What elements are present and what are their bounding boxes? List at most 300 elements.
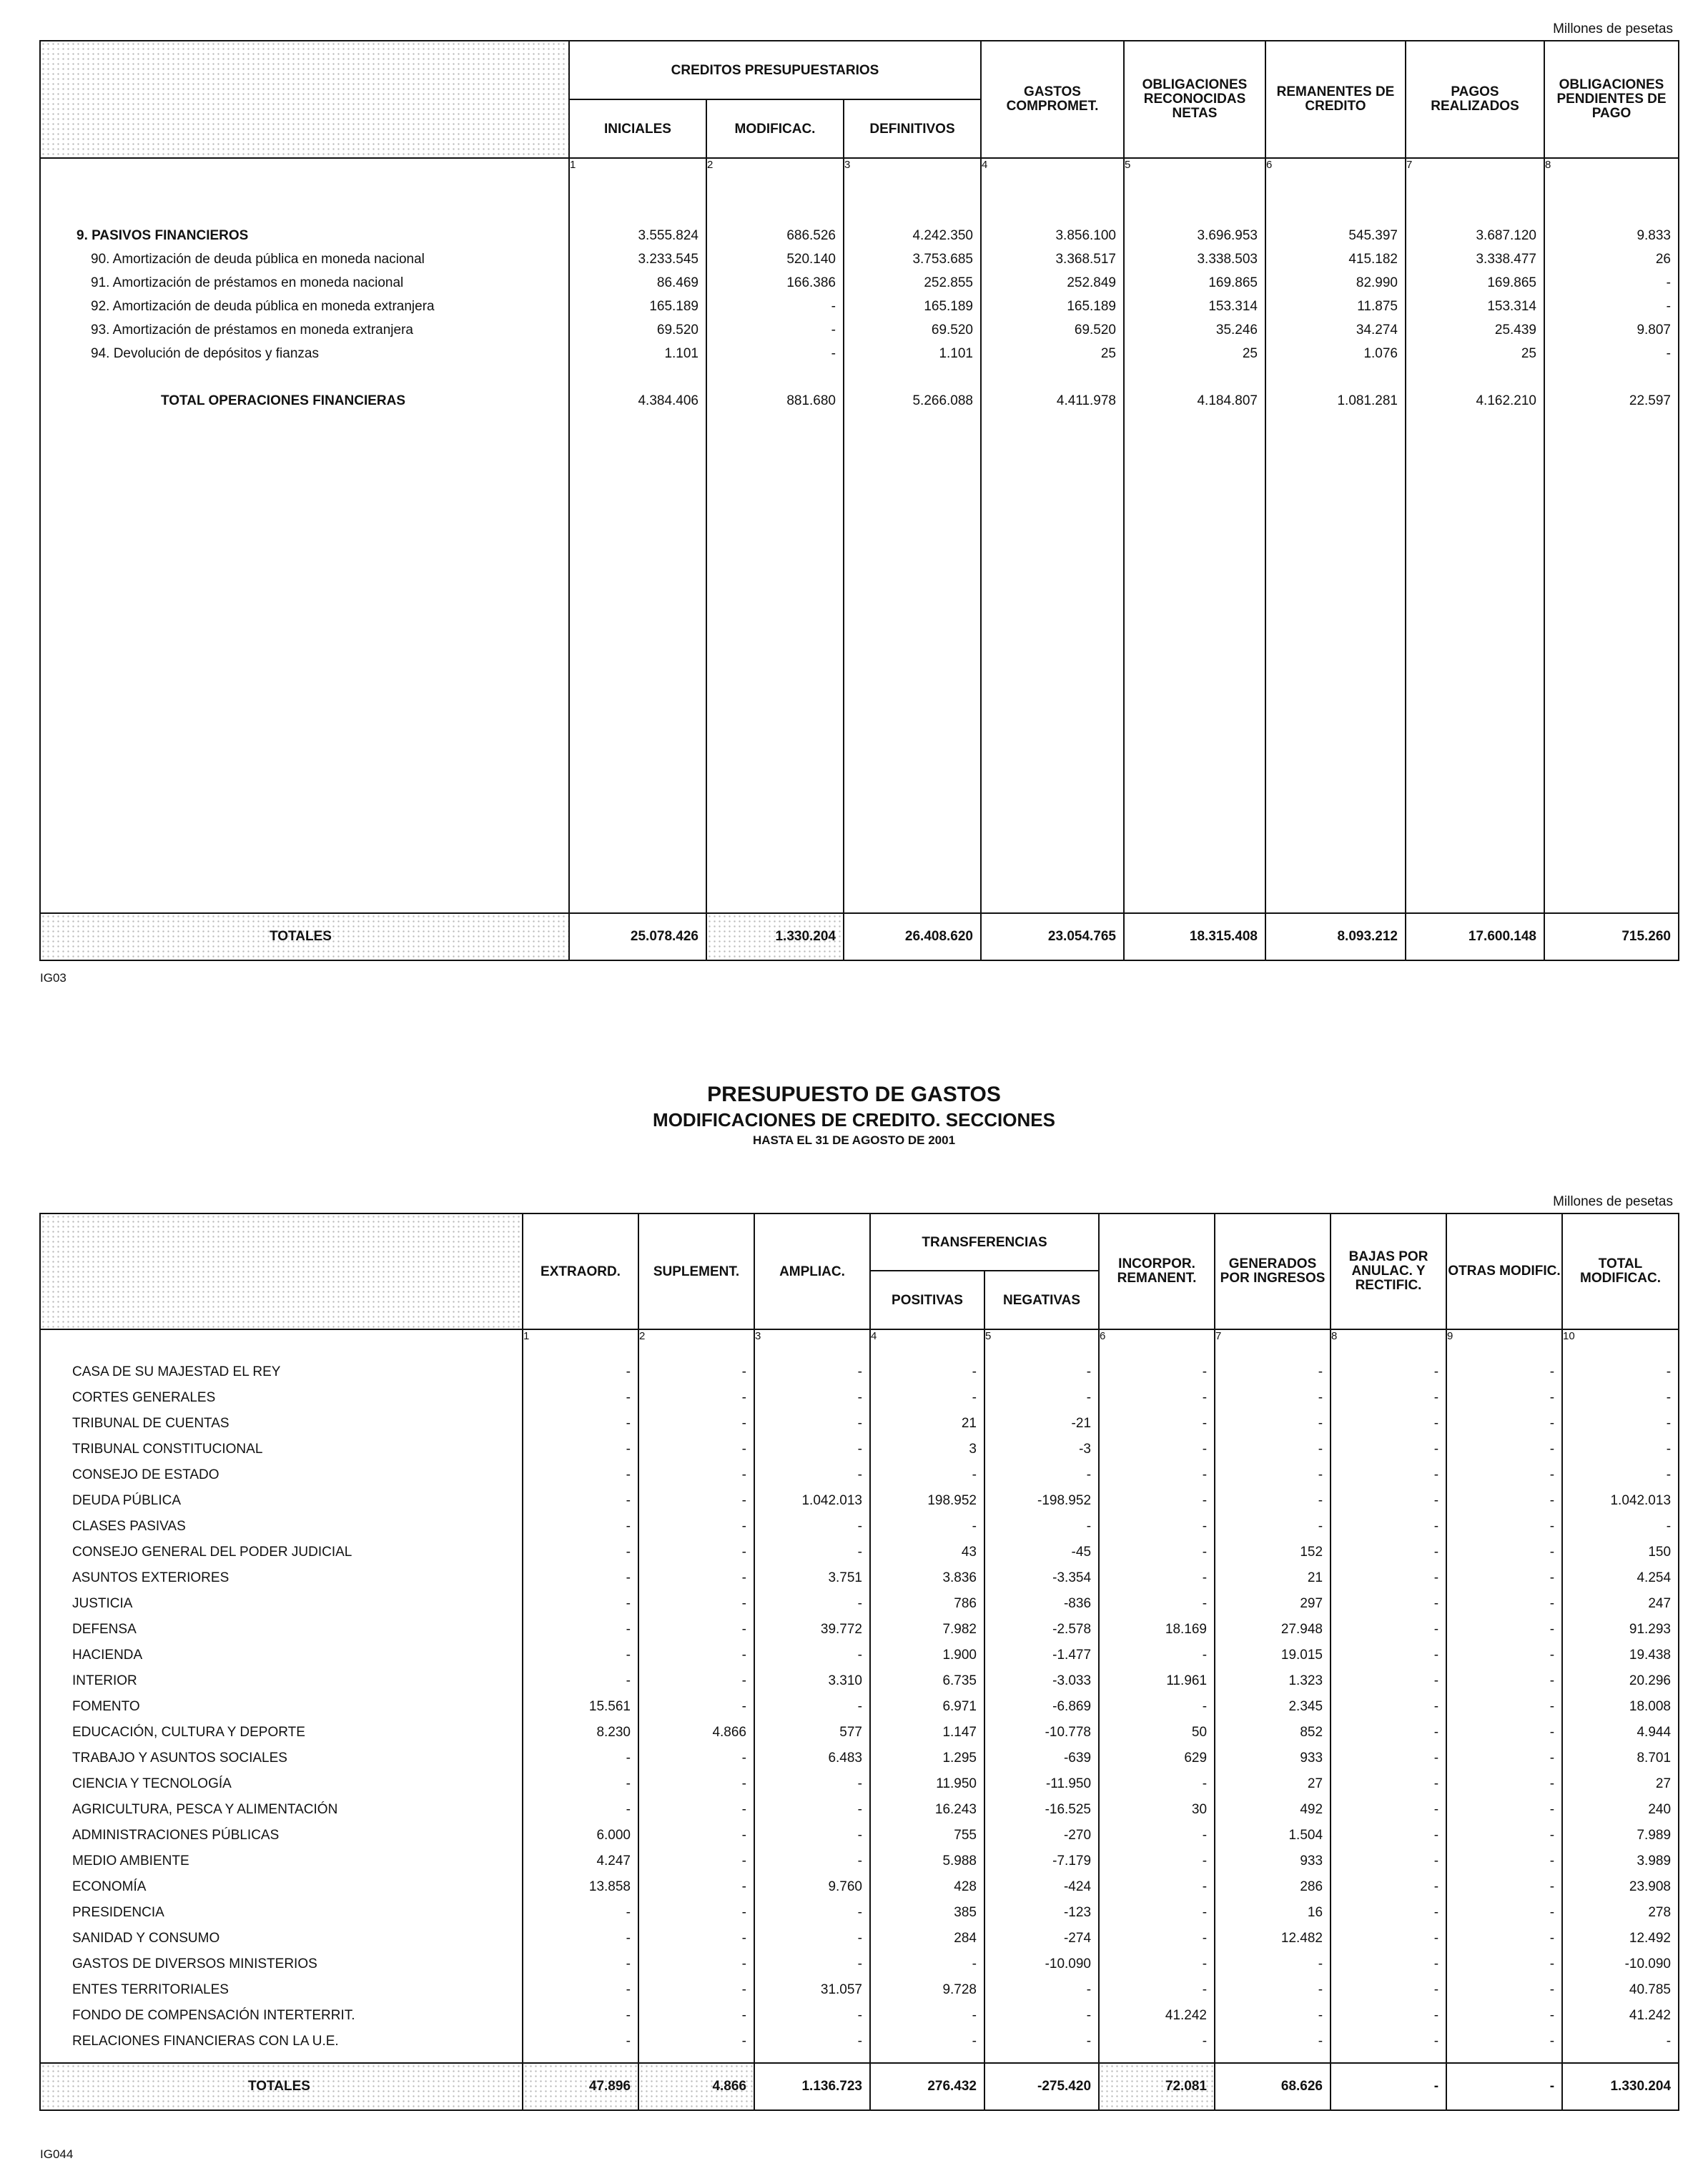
cell: -: [1562, 1514, 1679, 1540]
cell: -: [523, 1514, 638, 1540]
cell: -16.525: [984, 1797, 1099, 1823]
column-number: 1: [523, 1329, 638, 1359]
table-row: [40, 1823, 1679, 1848]
cell: 4.866: [638, 1720, 754, 1746]
cell: -: [523, 1900, 638, 1926]
table-row: [40, 1617, 1679, 1643]
cell: 30: [1099, 1797, 1215, 1823]
cell: 11.961: [1099, 1668, 1215, 1694]
section-label: MEDIO AMBIENTE: [40, 1848, 523, 1874]
header-incorpor: INCORPOR. REMANENT.: [1099, 1213, 1215, 1329]
cell: -21: [984, 1411, 1099, 1437]
cell: -: [706, 342, 844, 365]
cell: -: [1446, 1385, 1562, 1411]
cell: -: [638, 1694, 754, 1720]
header-pendientes: OBLIGACIONES PENDIENTES DE PAGO: [1544, 41, 1679, 158]
totals-label: TOTALES: [40, 2063, 523, 2110]
cell: -: [1446, 1797, 1562, 1823]
section-label: EDUCACIÓN, CULTURA Y DEPORTE: [40, 1720, 523, 1746]
cell: 286: [1215, 1874, 1331, 1900]
cell: -: [754, 1385, 870, 1411]
cell: 786: [870, 1591, 984, 1617]
cell: -: [754, 1694, 870, 1720]
cell: 1.323: [1215, 1668, 1331, 1694]
cell: 1.081.281: [1265, 389, 1406, 413]
cell: 9.833: [1544, 224, 1679, 247]
cell: 6.000: [523, 1823, 638, 1848]
page-title: PRESUPUESTO DE GASTOS: [707, 1083, 1001, 1106]
cell: -836: [984, 1591, 1099, 1617]
section-label: TRIBUNAL DE CUENTAS: [40, 1411, 523, 1437]
cell: 4.242.350: [844, 224, 981, 247]
cell: -: [984, 1385, 1099, 1411]
cell: 25: [981, 342, 1124, 365]
cell: -: [638, 1977, 754, 2003]
cell: 1.136.723: [754, 2063, 870, 2110]
cell: 3.836: [870, 1565, 984, 1591]
cell: -: [1446, 1771, 1562, 1797]
cell: -: [1099, 1565, 1215, 1591]
cell: -: [1331, 1926, 1446, 1951]
cell: 3.338.477: [1406, 247, 1544, 271]
cell: 3.856.100: [981, 224, 1124, 247]
table-row: [40, 1797, 1679, 1823]
cell: 1.295: [870, 1746, 984, 1771]
cell: -: [1215, 1488, 1331, 1514]
cell: 577: [754, 1720, 870, 1746]
cell: 240: [1562, 1797, 1679, 1823]
cell: 68.626: [1215, 2063, 1331, 2110]
cell: 9.728: [870, 1977, 984, 2003]
cell: -: [1215, 1514, 1331, 1540]
cell: -: [870, 1359, 984, 1385]
cell: -: [1215, 2029, 1331, 2054]
cell: -: [1331, 1540, 1446, 1565]
cell: 69.520: [981, 318, 1124, 342]
cell: -3.033: [984, 1668, 1099, 1694]
section-label: SANIDAD Y CONSUMO: [40, 1926, 523, 1951]
cell: -10.090: [984, 1951, 1099, 1977]
cell: 16: [1215, 1900, 1331, 1926]
cell: -: [523, 2029, 638, 2054]
table-row: [40, 1720, 1679, 1746]
totals-row: [40, 913, 1679, 960]
cell: -: [1331, 1411, 1446, 1437]
credits-table: [39, 40, 1679, 961]
cell: -6.869: [984, 1694, 1099, 1720]
column-number: 2: [638, 1329, 754, 1359]
table-row: [40, 1488, 1679, 1514]
cell: 1.042.013: [754, 1488, 870, 1514]
cell: -: [638, 1462, 754, 1488]
table-row: [40, 1462, 1679, 1488]
section-label: RELACIONES FINANCIERAS CON LA U.E.: [40, 2029, 523, 2054]
column-number-row: [40, 1329, 1679, 1359]
cell: -: [638, 2029, 754, 2054]
cell: -: [638, 2003, 754, 2029]
cell: -: [754, 1951, 870, 1977]
cell: -: [1099, 1411, 1215, 1437]
cell: 4.384.406: [569, 389, 706, 413]
cell: -3.354: [984, 1565, 1099, 1591]
header-bajas: BAJAS POR ANULAC. Y RECTIFIC.: [1331, 1213, 1446, 1329]
cell: 16.243: [870, 1797, 984, 1823]
cell: -: [1099, 1977, 1215, 2003]
cell: -: [754, 2003, 870, 2029]
cell: -: [1446, 1540, 1562, 1565]
section-label: PRESIDENCIA: [40, 1900, 523, 1926]
header-generados: GENERADOS POR INGRESOS: [1215, 1213, 1331, 1329]
table-row: [40, 342, 1679, 365]
cell: 252.849: [981, 271, 1124, 295]
totals-row: [40, 2063, 1679, 2110]
cell: 6.971: [870, 1694, 984, 1720]
label-header-blank: [40, 1213, 523, 1329]
column-number: 8: [1331, 1329, 1446, 1359]
table-row: [40, 2029, 1679, 2054]
cell: -: [984, 1462, 1099, 1488]
page-code-1: IG03: [40, 971, 66, 985]
cell: -: [638, 1591, 754, 1617]
cell: -: [1331, 1591, 1446, 1617]
cell: -: [1099, 1900, 1215, 1926]
cell: -275.420: [984, 2063, 1099, 2110]
table-row: [40, 1848, 1679, 1874]
totals-label: TOTALES: [40, 913, 569, 960]
table-row: [40, 1540, 1679, 1565]
cell: -: [1099, 1437, 1215, 1462]
cell: 881.680: [706, 389, 844, 413]
table-row: [40, 1771, 1679, 1797]
cell: -: [754, 1848, 870, 1874]
cell: 25.439: [1406, 318, 1544, 342]
cell: -: [1446, 2029, 1562, 2054]
row-label: 94. Devolución de depósitos y fianzas: [40, 342, 569, 365]
cell: -: [1446, 1437, 1562, 1462]
section-label: GASTOS DE DIVERSOS MINISTERIOS: [40, 1951, 523, 1977]
cell: 2.345: [1215, 1694, 1331, 1720]
row-label: 93. Amortización de préstamos en moneda extranjera: [40, 318, 569, 342]
cell: 4.184.807: [1124, 389, 1265, 413]
cell: 25: [1406, 342, 1544, 365]
cell: -: [754, 1411, 870, 1437]
table-row: [40, 271, 1679, 295]
section-label: AGRICULTURA, PESCA Y ALIMENTACIÓN: [40, 1797, 523, 1823]
cell: -639: [984, 1746, 1099, 1771]
cell: -: [523, 1617, 638, 1643]
cell: 27: [1562, 1771, 1679, 1797]
cell: 27: [1215, 1771, 1331, 1797]
cell: 86.469: [569, 271, 706, 295]
table-row: [40, 1359, 1679, 1385]
cell: -: [754, 1540, 870, 1565]
cell: -: [1446, 1668, 1562, 1694]
table-row: [40, 1874, 1679, 1900]
cell: 1.076: [1265, 342, 1406, 365]
section-label: ADMINISTRACIONES PÚBLICAS: [40, 1823, 523, 1848]
cell: -: [638, 1617, 754, 1643]
header-gastos: GASTOS COMPROMET.: [981, 41, 1124, 158]
section-label: INTERIOR: [40, 1668, 523, 1694]
cell: 7.982: [870, 1617, 984, 1643]
cell: -: [1446, 1746, 1562, 1771]
row-label: 91. Amortización de préstamos en moneda nacional: [40, 271, 569, 295]
cell: -: [1331, 1951, 1446, 1977]
cell: 19.438: [1562, 1643, 1679, 1668]
cell: -: [1331, 1385, 1446, 1411]
cell: 12.482: [1215, 1926, 1331, 1951]
cell: -: [1446, 1823, 1562, 1848]
cell: 3: [870, 1437, 984, 1462]
cell: -: [754, 1900, 870, 1926]
cell: 3.555.824: [569, 224, 706, 247]
cell: -: [870, 1951, 984, 1977]
cell: -: [1215, 2003, 1331, 2029]
cell: -: [754, 2029, 870, 2054]
cell: 1.101: [844, 342, 981, 365]
cell: -: [1544, 295, 1679, 318]
cell: -: [1099, 1462, 1215, 1488]
cell: 5.988: [870, 1848, 984, 1874]
cell: 72.081: [1099, 2063, 1215, 2110]
cell: -: [523, 1668, 638, 1694]
cell: -: [1099, 1514, 1215, 1540]
cell: -: [1215, 1411, 1331, 1437]
cell: -: [638, 1668, 754, 1694]
cell: 39.772: [754, 1617, 870, 1643]
cell: 415.182: [1265, 247, 1406, 271]
cell: -: [1331, 1643, 1446, 1668]
cell: 165.189: [844, 295, 981, 318]
cell: 755: [870, 1823, 984, 1848]
table-row: [40, 318, 1679, 342]
cell: -198.952: [984, 1488, 1099, 1514]
cell: 165.189: [981, 295, 1124, 318]
table-row: [40, 1694, 1679, 1720]
cell: -: [754, 1514, 870, 1540]
cell: 1.330.204: [1562, 2063, 1679, 2110]
cell: -: [1562, 1462, 1679, 1488]
cell: 4.247: [523, 1848, 638, 1874]
cell: -: [1099, 1488, 1215, 1514]
cell: 20.296: [1562, 1668, 1679, 1694]
cell: 7.989: [1562, 1823, 1679, 1848]
section-label: CONSEJO GENERAL DEL PODER JUDICIAL: [40, 1540, 523, 1565]
cell: 31.057: [754, 1977, 870, 2003]
cell: 25.078.426: [569, 913, 706, 960]
header-positivas: POSITIVAS: [870, 1271, 984, 1329]
cell: -: [1099, 1823, 1215, 1848]
cell: -: [1215, 1951, 1331, 1977]
cell: 247: [1562, 1591, 1679, 1617]
section-label: ASUNTOS EXTERIORES: [40, 1565, 523, 1591]
table-row: [40, 1926, 1679, 1951]
cell: 1.900: [870, 1643, 984, 1668]
cell: -: [523, 1771, 638, 1797]
cell: -: [638, 1823, 754, 1848]
cell: 629: [1099, 1746, 1215, 1771]
section-label: TRIBUNAL CONSTITUCIONAL: [40, 1437, 523, 1462]
cell: 169.865: [1406, 271, 1544, 295]
cell: 3.368.517: [981, 247, 1124, 271]
cell: 41.242: [1562, 2003, 1679, 2029]
section-label: FONDO DE COMPENSACIÓN INTERTERRIT.: [40, 2003, 523, 2029]
cell: 165.189: [569, 295, 706, 318]
section-label: CLASES PASIVAS: [40, 1514, 523, 1540]
table-row: [40, 1411, 1679, 1437]
cell: -10.090: [1562, 1951, 1679, 1977]
cell: -: [1562, 2029, 1679, 2054]
cell: -10.778: [984, 1720, 1099, 1746]
cell: -: [706, 295, 844, 318]
cell: -424: [984, 1874, 1099, 1900]
cell: 35.246: [1124, 318, 1265, 342]
cell: -: [754, 1797, 870, 1823]
cell: -: [1562, 1359, 1679, 1385]
cell: 715.260: [1544, 913, 1679, 960]
cell: 18.315.408: [1124, 913, 1265, 960]
cell: -: [1215, 1977, 1331, 2003]
cell: -: [638, 1746, 754, 1771]
cell: -123: [984, 1900, 1099, 1926]
cell: -: [1331, 2029, 1446, 2054]
cell: 47.896: [523, 2063, 638, 2110]
cell: 1.330.204: [706, 913, 844, 960]
cell: -: [754, 1926, 870, 1951]
cell: -: [1099, 2029, 1215, 2054]
cell: -: [1331, 1874, 1446, 1900]
cell: -: [1331, 1746, 1446, 1771]
column-number-row: [40, 158, 1679, 224]
cell: 520.140: [706, 247, 844, 271]
cell: 27.948: [1215, 1617, 1331, 1643]
cell: 8.701: [1562, 1746, 1679, 1771]
cell: 933: [1215, 1746, 1331, 1771]
cell: 19.015: [1215, 1643, 1331, 1668]
cell: -: [1446, 1694, 1562, 1720]
cell: -: [1331, 1694, 1446, 1720]
cell: -: [523, 1746, 638, 1771]
cell: -: [706, 318, 844, 342]
cell: -: [1331, 1359, 1446, 1385]
cell: 252.855: [844, 271, 981, 295]
cell: 3.989: [1562, 1848, 1679, 1874]
cell: 276.432: [870, 2063, 984, 2110]
cell: 153.314: [1406, 295, 1544, 318]
cell: -: [984, 1359, 1099, 1385]
unit-label-1: Millones de pesetas: [1553, 21, 1673, 36]
header-modificac: MODIFICAC.: [706, 99, 844, 158]
cell: -: [638, 1874, 754, 1900]
subtotal-label: TOTAL OPERACIONES FINANCIERAS: [40, 389, 569, 413]
cell: -: [638, 1411, 754, 1437]
cell: -: [1446, 1462, 1562, 1488]
cell: -: [1446, 2003, 1562, 2029]
cell: -: [1331, 1900, 1446, 1926]
header-iniciales: INICIALES: [569, 99, 706, 158]
table-row: [40, 1385, 1679, 1411]
cell: -3: [984, 1437, 1099, 1462]
cell: 686.526: [706, 224, 844, 247]
table-row: [40, 1437, 1679, 1462]
cell: -: [1331, 1977, 1446, 2003]
cell: -: [1099, 1591, 1215, 1617]
cell: -: [1099, 1385, 1215, 1411]
cell: -1.477: [984, 1643, 1099, 1668]
cell: -: [1331, 1823, 1446, 1848]
cell: 4.254: [1562, 1565, 1679, 1591]
cell: -274: [984, 1926, 1099, 1951]
table-row: [40, 1643, 1679, 1668]
cell: -: [1099, 1926, 1215, 1951]
cell: 545.397: [1265, 224, 1406, 247]
cell: 15.561: [523, 1694, 638, 1720]
cell: 198.952: [870, 1488, 984, 1514]
cell: 21: [1215, 1565, 1331, 1591]
cell: -: [1446, 1488, 1562, 1514]
table-row: [40, 295, 1679, 318]
cell: -: [638, 1848, 754, 1874]
cell: -: [1446, 1874, 1562, 1900]
section-label: CORTES GENERALES: [40, 1385, 523, 1411]
cell: -: [638, 1359, 754, 1385]
cell: -: [638, 1437, 754, 1462]
column-number: 10: [1562, 1329, 1679, 1359]
cell: 13.858: [523, 1874, 638, 1900]
cell: -: [1099, 1540, 1215, 1565]
cell: 43: [870, 1540, 984, 1565]
column-number: 4: [981, 158, 1124, 224]
cell: 34.274: [1265, 318, 1406, 342]
section-label: JUSTICIA: [40, 1591, 523, 1617]
column-number: 5: [984, 1329, 1099, 1359]
column-number: 8: [1544, 158, 1679, 224]
cell: 9.760: [754, 1874, 870, 1900]
row-label: 92. Amortización de deuda pública en moneda extranjera: [40, 295, 569, 318]
cell: -: [1331, 1565, 1446, 1591]
page-subtitle: MODIFICACIONES DE CREDITO. SECCIONES: [653, 1109, 1055, 1131]
cell: -: [1099, 1848, 1215, 1874]
row-label: 9. PASIVOS FINANCIEROS: [40, 224, 569, 247]
cell: -: [523, 1565, 638, 1591]
cell: -: [1446, 1643, 1562, 1668]
cell: -: [1099, 1771, 1215, 1797]
cell: 4.866: [638, 2063, 754, 2110]
cell: -: [984, 1514, 1099, 1540]
cell: -: [1331, 1617, 1446, 1643]
cell: -: [523, 1488, 638, 1514]
cell: -: [754, 1643, 870, 1668]
column-number: 4: [870, 1329, 984, 1359]
cell: -: [1331, 1488, 1446, 1514]
cell: -: [1215, 1437, 1331, 1462]
cell: -: [523, 1462, 638, 1488]
section-label: CIENCIA Y TECNOLOGÍA: [40, 1771, 523, 1797]
cell: -270: [984, 1823, 1099, 1848]
cell: -: [1215, 1385, 1331, 1411]
cell: 6.735: [870, 1668, 984, 1694]
cell: 21: [870, 1411, 984, 1437]
section-label: ENTES TERRITORIALES: [40, 1977, 523, 2003]
cell: 11.950: [870, 1771, 984, 1797]
cell: -: [870, 1514, 984, 1540]
cell: -: [1099, 1359, 1215, 1385]
cell: 150: [1562, 1540, 1679, 1565]
cell: -: [1331, 1437, 1446, 1462]
cell: 26: [1544, 247, 1679, 271]
cell: -: [1331, 1668, 1446, 1694]
cell: -: [1215, 1359, 1331, 1385]
